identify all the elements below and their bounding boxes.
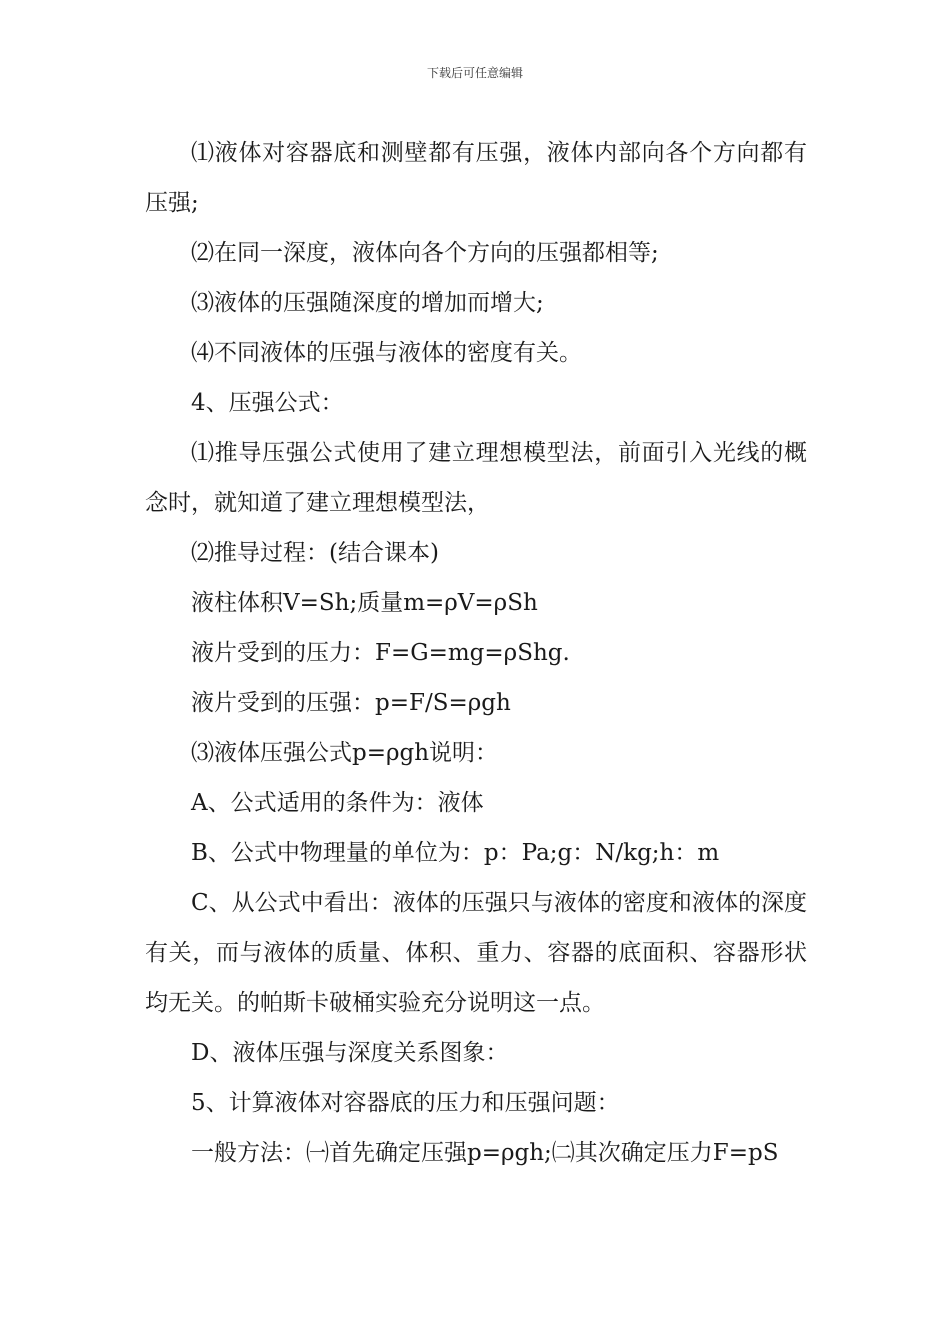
item-d: D、液体压强与深度关系图象： [191,1040,509,1066]
paragraph-2: ⑵在同一深度，液体向各个方向的压强都相等; [191,240,659,266]
formula-pressure: 液片受到的压强：p=F/S=ρgh [191,690,511,716]
paragraph-1: ⑴液体对容器底和测壁都有压强，液体内部向各个方向都有压强; [145,140,807,216]
paragraph-8: 一般方法：㈠首先确定压强p=ρgh;㈡其次确定压力F=pS [191,1140,779,1166]
item-b: B、公式中物理量的单位为：p：Pa;g：N/kg;h：m [191,840,720,866]
paragraph-6: ⑵推导过程：(结合课本) [191,540,439,566]
section-heading-4: 4、压强公式： [191,390,344,416]
paragraph-5: ⑴推导压强公式使用了建立理想模型法，前面引入光线的概念时，就知道了建立理想模型法， [145,440,807,516]
page-header: 下载后可任意编辑 [426,66,523,80]
item-c: C、从公式中看出：液体的压强只与液体的密度和液体的深度有关，而与液体的质量、体积、重力、容器的底面积、容器形状均无关。的帕斯卡破桶实验充分说明这一点。 [145,890,807,1016]
formula-force: 液片受到的压力：F=G=mg=ρShg. [191,640,570,666]
paragraph-4: ⑷不同液体的压强与液体的密度有关。 [191,340,582,366]
document-body [145,128,807,1178]
paragraph-3: ⑶液体的压强随深度的增加而增大; [191,290,544,316]
section-heading-5: 5、计算液体对容器底的压力和压强问题： [191,1090,620,1116]
item-a: A、公式适用的条件为：液体 [191,790,484,816]
formula-volume-mass: 液柱体积V=Sh;质量m=ρV=ρSh [191,590,538,616]
paragraph-7: ⑶液体压强公式p=ρgh说明： [191,740,499,766]
